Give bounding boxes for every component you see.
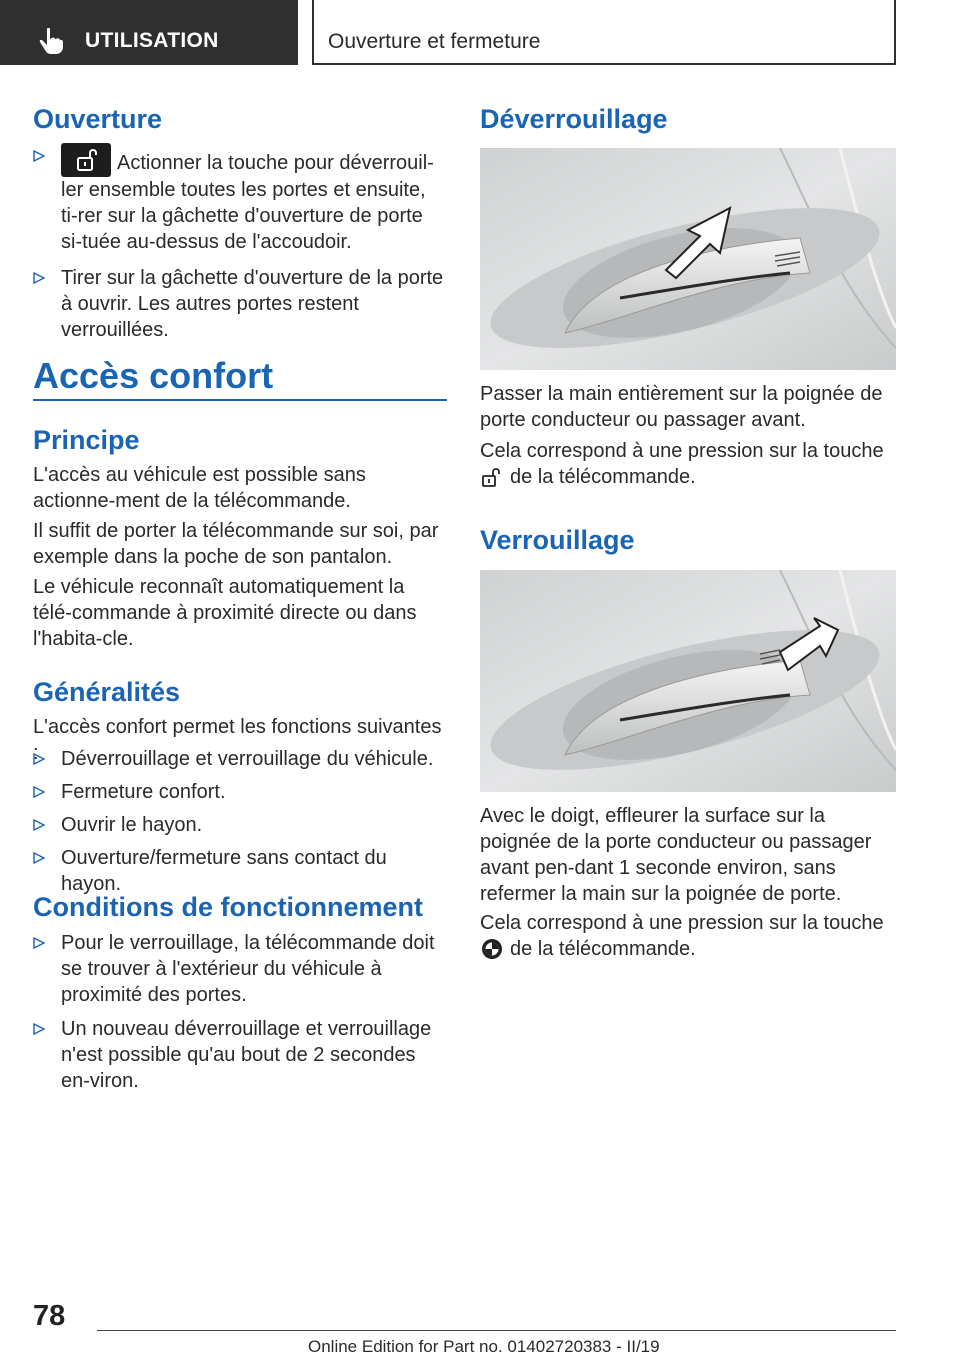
hand-pointer-icon (38, 27, 64, 55)
list-item (33, 746, 447, 772)
ouverture-list (33, 143, 447, 350)
heading-principe: Principe (33, 425, 140, 455)
list-item (33, 1016, 447, 1094)
heading-conditions: Conditions de fonctionnement (33, 892, 423, 922)
triangle-bullet-icon (33, 272, 45, 284)
door-handle-unlock-illustration (480, 148, 896, 370)
principe-para-3: Le véhicule reconnaît automatiquement la télé-commande à proximité directe ou dans l'habita-cle. (33, 576, 417, 650)
deverrouillage-para-2-text: Cela correspond à une pression sur la touche (480, 440, 884, 462)
heading-ouverture: Ouverture (33, 104, 163, 134)
generalites-intro: L'accès confort permet les fonctions suivantes : (33, 716, 442, 764)
chapter-title: UTILISATION (85, 29, 219, 52)
triangle-bullet-icon (33, 937, 45, 949)
bmw-logo-icon (480, 938, 504, 960)
deverrouillage-para-1: Passer la main entièrement sur la poignée de porte conducteur ou passager avant. (480, 383, 883, 431)
generalites-list (33, 746, 447, 904)
list-item (33, 812, 447, 838)
triangle-bullet-icon (33, 1023, 45, 1035)
page-number: 78 (33, 1300, 66, 1332)
conditions-item-text: Pour le verrouillage, la télécommande doit se trouver à l'extérieur du véhicule à proximité des portes. (61, 932, 435, 1006)
section-title: Ouverture et fermeture (328, 30, 541, 53)
heading-generalites: Généralités (33, 677, 181, 707)
heading-acces-confort: Accès confort (33, 355, 274, 396)
list-item (33, 779, 447, 805)
principe-para-2: Il suffit de porter la télécommande sur soi, par exemple dans la poche de son pantalon. (33, 520, 439, 568)
list-item (33, 143, 447, 255)
footer-edition: Online Edition for Part no. 01402720383 - II/19 (308, 1337, 660, 1356)
footer-rule (97, 1330, 896, 1331)
deverrouillage-para-2 (480, 438, 896, 490)
heading-deverrouillage: Déverrouillage (480, 104, 668, 134)
conditions-list (33, 930, 447, 1101)
unlock-key-icon (61, 143, 111, 177)
triangle-bullet-icon (33, 819, 45, 831)
generalites-item-text: Ouvrir le hayon. (61, 814, 203, 836)
section-rule (33, 399, 447, 401)
verrouillage-para-2 (480, 910, 896, 962)
list-item (33, 845, 447, 897)
ouverture-item-1-text: Actionner la touche pour déverrouil-ler ensemble toutes les portes et ensuite, ti-rer sur la gâchette d'ouverture de porte si-tuée au-dessus de l'accoudoir. (61, 152, 434, 253)
heading-verrouillage: Verrouillage (480, 525, 635, 555)
unlock-icon (480, 466, 504, 488)
verrouillage-para-2-text: Cela correspond à une pression sur la touche (480, 912, 884, 934)
generalites-item-text: Déverrouillage et verrouillage du véhicule. (61, 748, 434, 770)
section-tab (312, 0, 896, 65)
deverrouillage-para-2-suffix: de la télécommande. (510, 466, 696, 488)
principe-para-1: L'accès au véhicule est possible sans actionne-ment de la télécommande. (33, 464, 366, 512)
chapter-tab (0, 0, 298, 65)
list-item (33, 930, 447, 1008)
conditions-item-text: Un nouveau déverrouillage et verrouillage n'est possible qu'au bout de 2 secondes en-viron. (61, 1018, 432, 1092)
triangle-bullet-icon (33, 150, 45, 162)
list-item (33, 265, 447, 343)
verrouillage-para-1: Avec le doigt, effleurer la surface sur la poignée de la porte conducteur ou passager avant pen-dant 1 seconde environ, sans refermer la main sur la poignée de porte. (480, 805, 872, 905)
triangle-bullet-icon (33, 852, 45, 864)
ouverture-item-2-text: Tirer sur la gâchette d'ouverture de la porte à ouvrir. Les autres portes restent verrouillées. (61, 267, 444, 341)
generalites-item-text: Fermeture confort. (61, 781, 226, 803)
triangle-bullet-icon (33, 786, 45, 798)
door-handle-lock-illustration (480, 570, 896, 792)
generalites-item-text: Ouverture/fermeture sans contact du hayon. (61, 847, 387, 895)
triangle-bullet-icon (33, 753, 45, 765)
verrouillage-para-2-suffix: de la télécommande. (510, 938, 696, 960)
